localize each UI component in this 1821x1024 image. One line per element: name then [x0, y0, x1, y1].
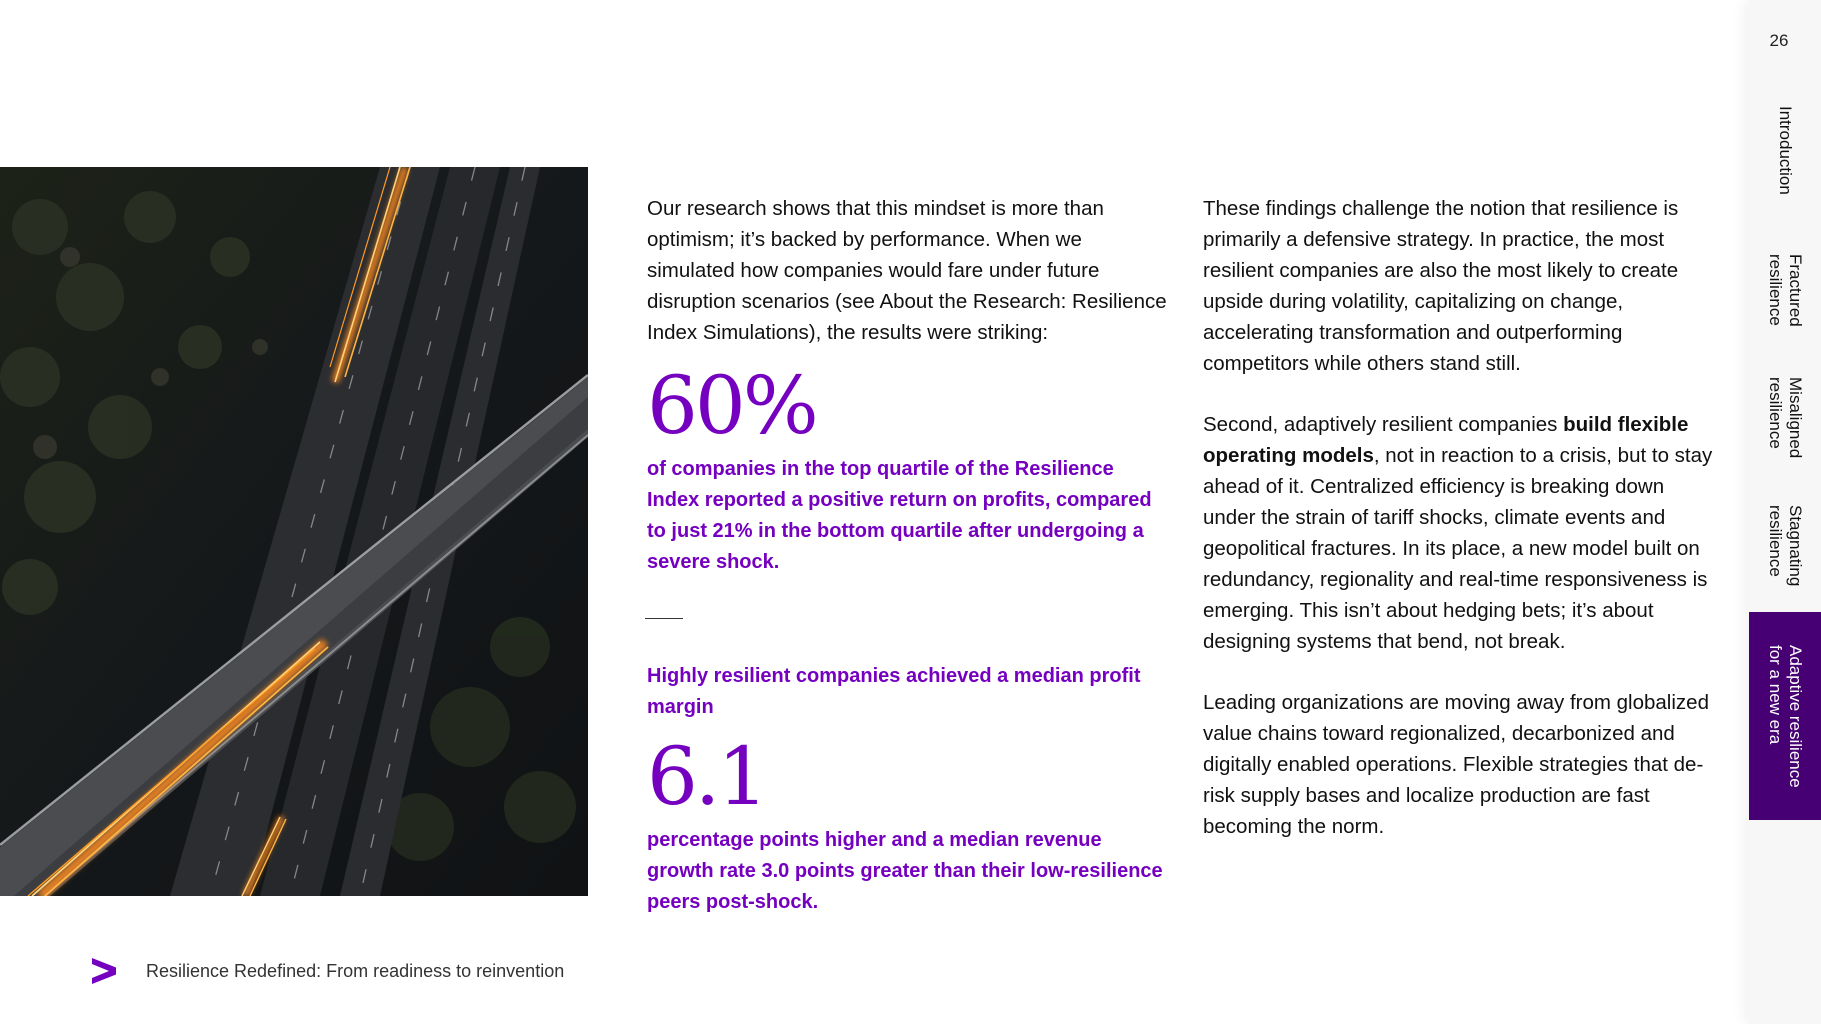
section-nav-sidebar: [1749, 0, 1821, 1024]
nav-tab-misaligned-resilience[interactable]: [1749, 368, 1821, 468]
nav-tab-label: Adaptive resilience for a new era: [1766, 644, 1805, 788]
left-column: [647, 193, 1167, 918]
nav-tab-label: Misaligned resilience: [1766, 377, 1805, 459]
operating-models-highlight: build flexible operating models: [1203, 413, 1689, 467]
stat-6-1: 6.1: [647, 730, 766, 823]
leading-organizations-paragraph: Leading organizations are moving away from globalized value chains toward regionalized, decarbonized and digitally enabled operations. Flexible strategies that de-risk supply bases and localize production are fast becoming the norm.: [1203, 691, 1709, 838]
operating-models-paragraph: [1203, 409, 1713, 657]
operating-models-lead: Second, adaptively resilient companies: [1203, 413, 1564, 436]
intro-paragraph: Our research shows that this mindset is more than optimism; it’s backed by performance. When we simulated how companies would fare under future disruption scenarios (see About the Research: Resilience Index Simulations), the results were striking:: [647, 197, 1167, 344]
section-divider: [645, 618, 683, 619]
stat-profit-intro: Highly resilient companies achieved a median profit margin: [647, 665, 1141, 718]
nav-tab-stagnating-resilience[interactable]: [1749, 496, 1821, 596]
stat-60-description: of companies in the top quartile of the Resilience Index reported a positive return on profits, compared to just 21% in the bottom quartile after undergoing a severe shock.: [647, 458, 1152, 573]
stat-6-1-description: percentage points higher and a median revenue growth rate 3.0 points greater than their low-resilience peers post-shock.: [647, 829, 1163, 913]
nav-tab-fractured-resilience[interactable]: [1749, 240, 1821, 340]
nav-tab-label: Stagnating resilience: [1766, 505, 1805, 587]
nav-tab-introduction[interactable]: [1749, 90, 1821, 210]
operating-models-rest: , not in reaction to a crisis, but to stay ahead of it. Centralized efficiency is breaking down under the strain of tariff shocks, climate events and geopolitical fractures. In its place, a new model built on redundancy, regionality and real-time responsiveness is emerging. This isn’t about hedging bets; it’s about designing systems that bend, not break.: [1203, 444, 1713, 653]
findings-paragraph: These findings challenge the notion that resilience is primarily a defensive strategy. In practice, the most resilient companies are also the most likely to create upside during volatility, capitalizing on change, accelerating transformation and outperforming competitors while others stand still.: [1203, 197, 1679, 375]
right-column: [1203, 193, 1713, 842]
page-number: 26: [1769, 31, 1789, 50]
stat-60-percent: 60%: [647, 359, 816, 452]
nav-tab-label: Introduction: [1776, 105, 1795, 195]
footer: [92, 958, 564, 984]
footer-title: Resilience Redefined: From readiness to reinvention: [146, 960, 565, 981]
nav-tab-adaptive-resilience[interactable]: [1749, 612, 1821, 820]
accenture-chevron-icon: [92, 958, 116, 984]
highway-aerial-photo: [0, 167, 588, 896]
nav-tab-label: Fractured resilience: [1766, 253, 1805, 327]
